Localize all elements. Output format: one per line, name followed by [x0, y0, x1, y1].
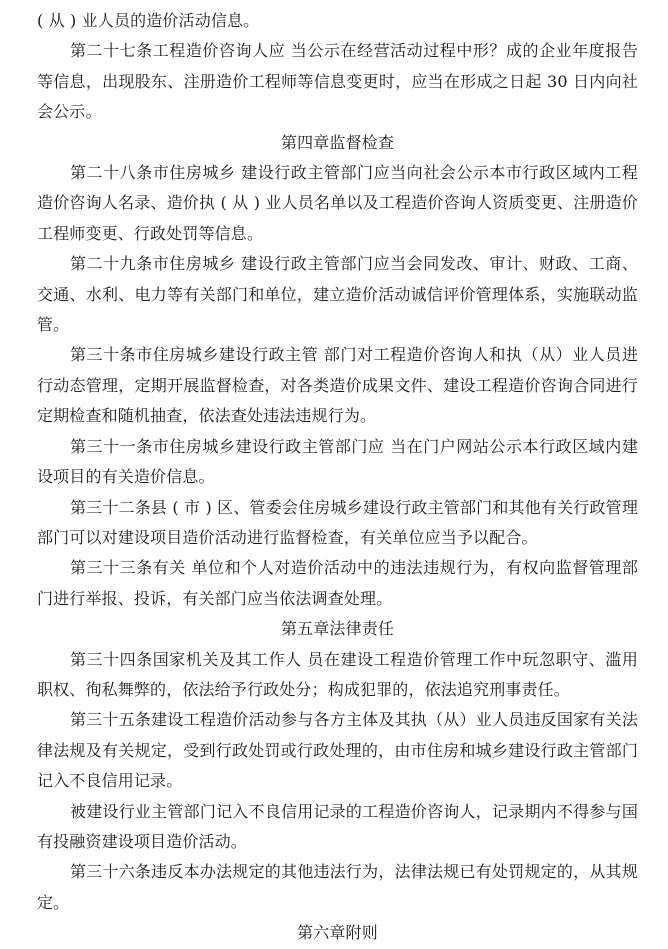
article-30: 第三十条市住房城乡建设行政主管 部门对工程造价咨询人和执（从）业人员进行动态管理，定期开展监督检查，对各类造价成果文件、建设工程造价咨询合同进行定期检查和随机抽查，依法查处违法违规行为。 — [37, 345, 638, 426]
article-27: 第二十七条工程造价咨询人应 当公示在经营活动过程中形？成的企业年度报告等信息，出现股东、注册造价工程师等信息变更时，应当在形成之日起 30 日内向社会公示。 — [37, 41, 638, 122]
article-33: 第三十三条有关 单位和个人对造价活动中的违法违规行为，有权向监督管理部门进行举报、投诉，有关部门应当依法调查处理。 — [37, 558, 638, 608]
article-31: 第三十一条市住房城乡建设行政主管部门应 当在门户网站公示本行政区域内建设项目的有关造价信息。 — [37, 436, 638, 487]
article-35: 第三十五条建设工程造价活动参与各方主体及其执（从）业人员违反国家有关法律法规及有关规定，受到行政处罚或行政处理的，由市住房和城乡建设行政主管部门记入不良信用记录。 — [37, 710, 638, 791]
chapter-heading-6: 第六章附则 — [297, 923, 378, 943]
article-36: 第三十六条违反本办法规定的其他违法行为，法律法规已有处罚规定的，从其规定。 — [37, 862, 638, 912]
paragraph-continuation: ( 从 ) 业人员的造价活动信息。 — [37, 11, 260, 30]
article-28: 第二十八条市住房城乡 建设行政主管部门应当向社会公示本市行政区域内工程造价咨询人名录、造价执 ( 从 ) 业人员名单以及工程造价咨询人资质变更、注册造价工程师变更、行政处罚等信息。 — [37, 163, 638, 243]
paragraph-credit-record: 被建设行业主管部门记入不良信用记录的工程造价咨询人，记录期内不得参与国有投融资建设项目造价活动。 — [37, 801, 638, 851]
chapter-heading-5: 第五章法律责任 — [280, 619, 395, 639]
chapter-heading-4: 第四章监督检查 — [280, 132, 395, 152]
article-34: 第三十四条国家机关及其工作人 员在建设工程造价管理工作中玩忽职守、滥用职权、徇私舞弊的，依法给予行政处分；构成犯罪的，依法追究刑事责任。 — [37, 649, 638, 699]
article-29: 第二十九条市住房城乡 建设行政主管部门应当会同发改、审计、财政、工商、交通、水利、电力等有关部门和单位，建立造价活动诚信评价管理体系，实施联动监管。 — [37, 254, 638, 335]
article-32: 第三十二条县 ( 市 ) 区、管委会住房城乡建设行政主管部门和其他有关行政管理部门可以对建设项目造价活动进行监督检查，有关单位应当予以配合。 — [37, 497, 638, 547]
